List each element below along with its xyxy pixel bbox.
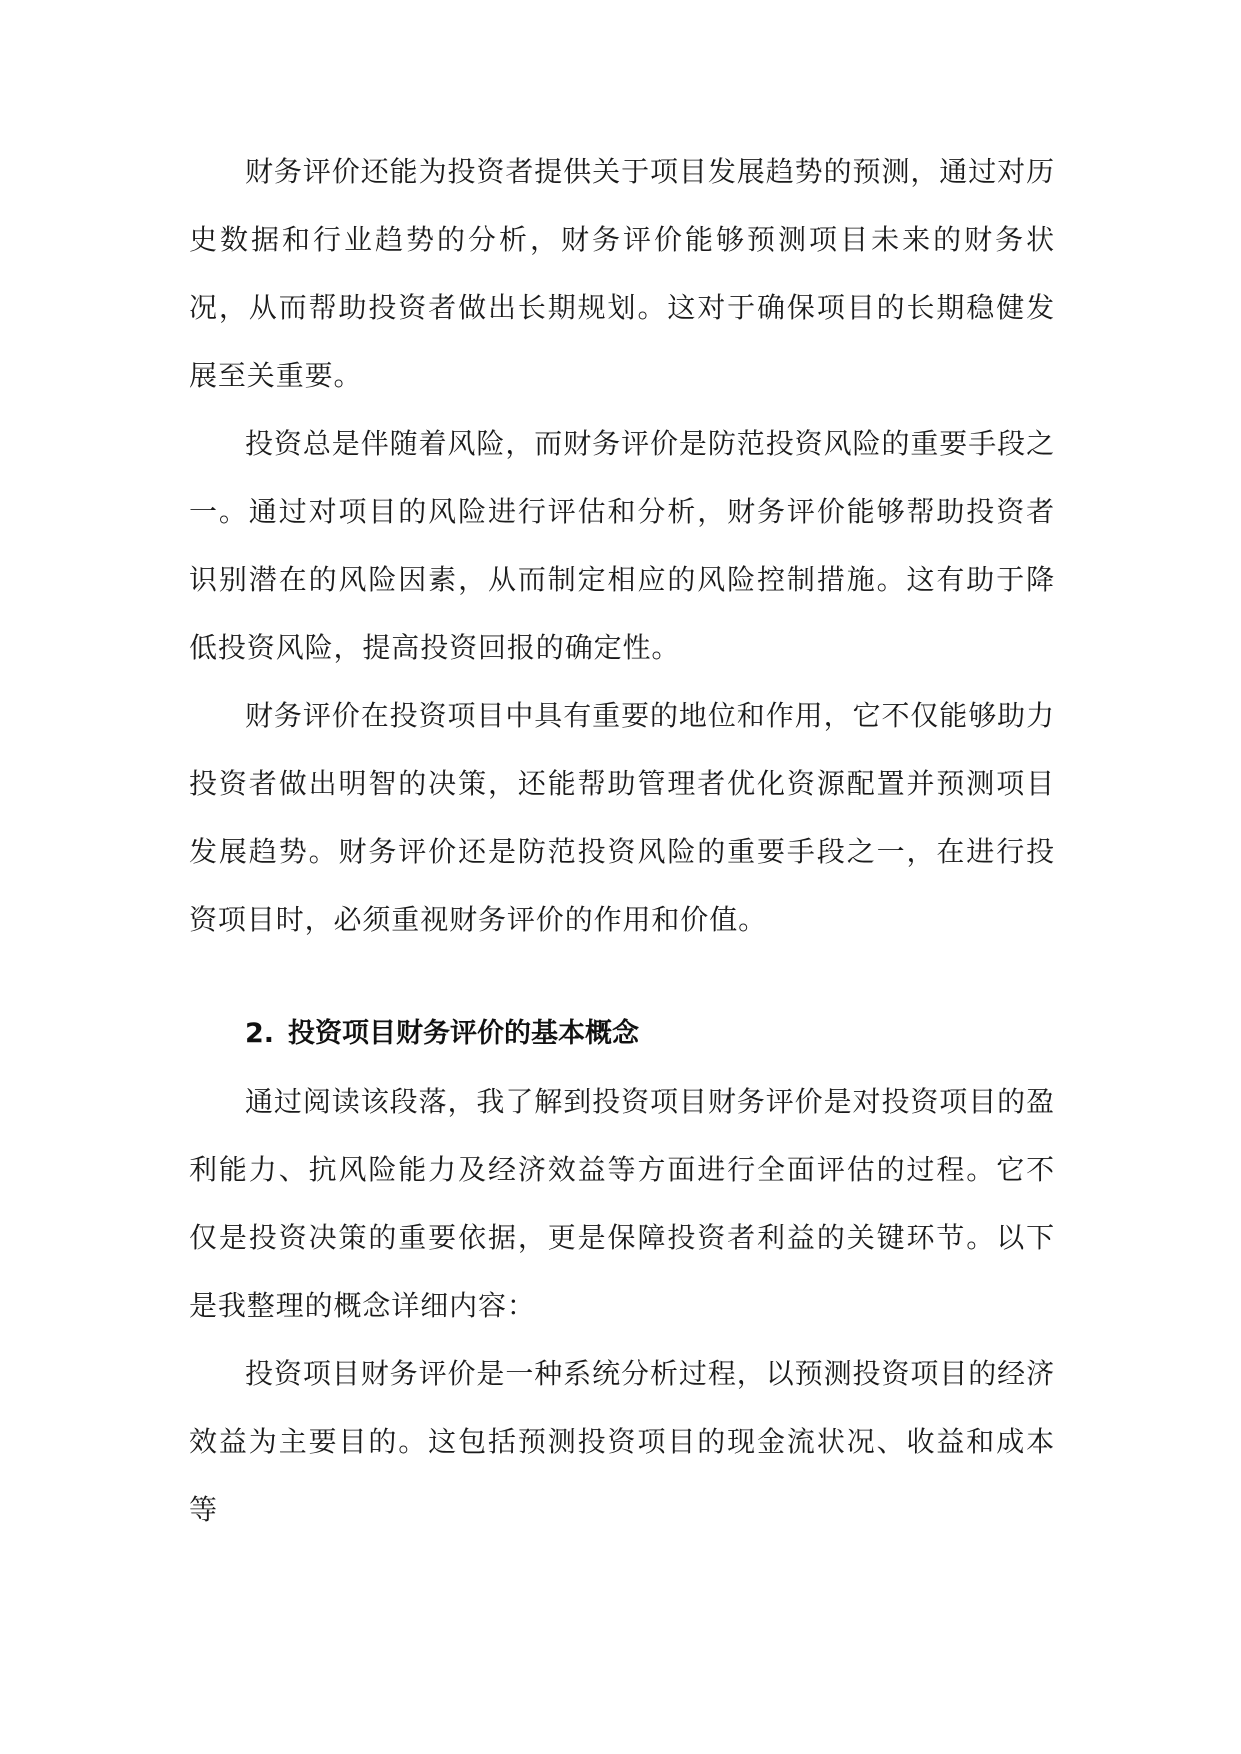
- section-title: 投资项目财务评价的基本概念: [288, 1018, 640, 1049]
- section-heading: [189, 1014, 1055, 1062]
- paragraph-concept-definition: 投资项目财务评价是一种系统分析过程，以预测投资项目的经济效益为主要目的。这包括预测投资项目的现金流状况、收益和成本等: [189, 1357, 1055, 1526]
- document-body: [189, 138, 1055, 1544]
- section-number: 2.: [245, 1018, 275, 1049]
- paragraph-risk-prevention: 投资总是伴随着风险，而财务评价是防范投资风险的重要手段之一。通过对项目的风险进行评估和分析，财务评价能够帮助投资者识别潜在的风险因素，从而制定相应的风险控制措施。这有助于降低投资风险，提高投资回报的确定性。: [189, 427, 1055, 664]
- paragraph-concept-intro: 通过阅读该段落，我了解到投资项目财务评价是对投资项目的盈利能力、抗风险能力及经济效益等方面进行全面评估的过程。它不仅是投资决策的重要依据，更是保障投资者利益的关键环节。以下是我整理的概念详细内容：: [189, 1085, 1055, 1322]
- paragraph-role-summary: 财务评价在投资项目中具有重要的地位和作用，它不仅能够助力投资者做出明智的决策，还能帮助管理者优化资源配置并预测项目发展趋势。财务评价还是防范投资风险的重要手段之一，在进行投资项目时，必须重视财务评价的作用和价值。: [189, 699, 1055, 936]
- paragraph-trend-forecast: 财务评价还能为投资者提供关于项目发展趋势的预测，通过对历史数据和行业趋势的分析，财务评价能够预测项目未来的财务状况，从而帮助投资者做出长期规划。这对于确保项目的长期稳健发展至关重要。: [189, 155, 1055, 392]
